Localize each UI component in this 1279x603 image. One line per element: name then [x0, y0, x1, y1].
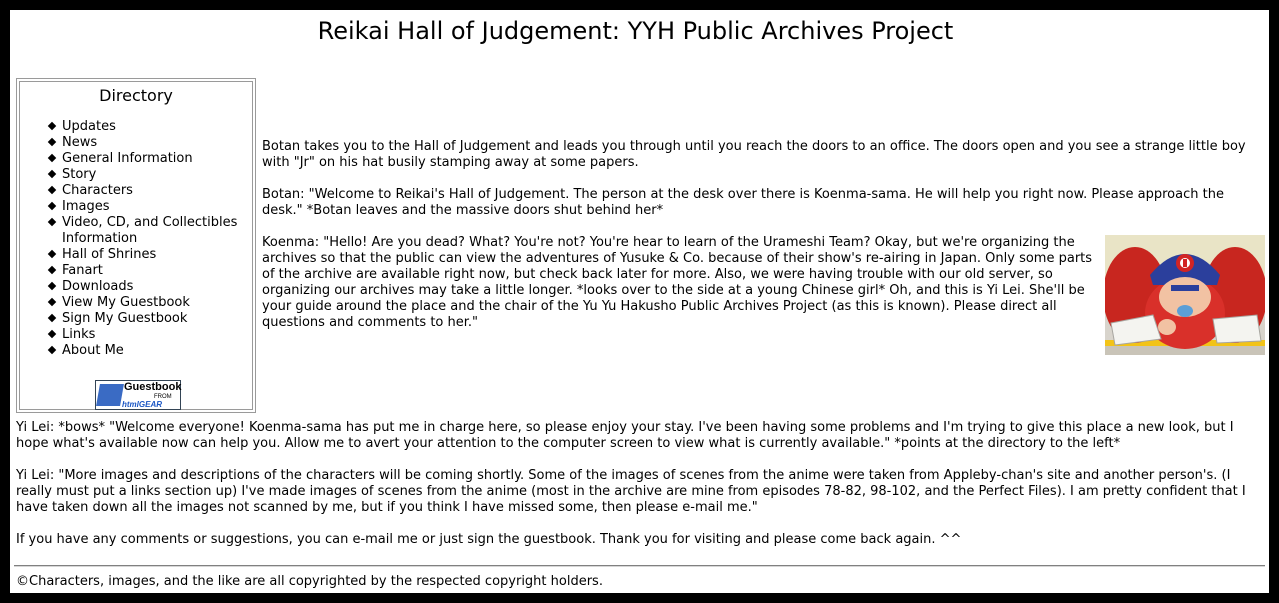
- images-link[interactable]: Images: [62, 199, 110, 214]
- story-paragraph-botan-intro: Botan takes you to the Hall of Judgement and leads you through until you reach the doors to an office. The doors open and you see a strange little boy with "Jr" on his hat busily stamping away at some papers.: [262, 139, 1246, 170]
- view-guestbook-link[interactable]: View My Guestbook: [62, 295, 190, 310]
- story-paragraph-yi-lei-images: Yi Lei: "More images and descriptions of the characters will be coming shortly. Some of the images of scenes from the anime were taken from Appleby-chan's site and another person's. (I really must put a links section up) I've made images of scenes from the anime (most in the archive are mine from episodes 78-82, 98-102, and the Perfect Files). I am pretty confident that I have taken down all the images not scanned by me, but if you think I have missed some, then please e-mail me.": [16, 468, 1246, 515]
- downloads-link[interactable]: Downloads: [62, 279, 134, 294]
- story-paragraph-koenma: Koenma: "Hello! Are you dead? What? You're not? You're hear to learn of the Urameshi Team? Okay, but we're organizing the archives so that the public can view the adventures of Yusuke & Co. because of their show's re-airing in Japan. Only some parts of the archive are available right now, but check back later for more. Also, we were having trouble with our old server, so organizing our archives may take a little longer. *looks over to the side at a young Chinese girl* Oh, and this is Yi Lei. She'll be your guide around the place and the chair of the Yu Yu Hakusho Public Archives Project (as this is known). Please direct all questions and comments to her.": [262, 235, 1093, 330]
- guestbook-badge-from: FROM: [154, 394, 172, 400]
- directory-item-story: [20, 167, 252, 183]
- story-paragraph-botan-welcome: Botan: "Welcome to Reikai's Hall of Judgement. The person at the desk over there is Koenma-sama. He will help you right now. Please approach the desk." *Botan leaves and the massive doors shut behind her*: [262, 187, 1224, 218]
- hall-of-shrines-link[interactable]: Hall of Shrines: [62, 247, 157, 262]
- guestbook-book-icon: [96, 384, 124, 406]
- news-link[interactable]: News: [62, 135, 98, 150]
- story-paragraph-yi-lei-welcome: Yi Lei: *bows* "Welcome everyone! Koenma-sama has put me in charge here, so please enjoy your stay. I've been having some problems and I'm trying to give this place a new look, but I hope what's available now can help you. Allow me to avert your attention to the computer screen to view what is currently available." *points at the directory to the left*: [16, 420, 1234, 451]
- directory-item-about-me: [20, 343, 252, 359]
- story-link[interactable]: Story: [62, 167, 97, 182]
- directory-item-characters: [20, 183, 252, 199]
- video-cd-collectibles-link[interactable]: Video, CD, and Collectibles Information: [62, 215, 238, 246]
- story-paragraph-contact: If you have any comments or suggestions, you can e-mail me or just sign the guestbook. Thank you for visiting and please come back again. ^^: [16, 532, 962, 547]
- directory-item-video-cd-collectibles: [20, 215, 252, 247]
- guestbook-badge[interactable]: [95, 380, 181, 410]
- sign-guestbook-link[interactable]: Sign My Guestbook: [62, 311, 188, 326]
- directory-item-view-guestbook: [20, 295, 252, 311]
- page-content: [10, 10, 1269, 593]
- directory-item-downloads: [20, 279, 252, 295]
- directory-item-fanart: [20, 263, 252, 279]
- footer-divider: [14, 565, 1265, 567]
- directory-item-general-information: [20, 151, 252, 167]
- directory-item-sign-guestbook: [20, 311, 252, 327]
- guestbook-badge-brand: htmlGEAR: [122, 400, 162, 409]
- copyright-notice: ©Characters, images, and the like are all copyrighted by the respected copyright holders.: [16, 574, 603, 589]
- koenma-image: [1105, 235, 1265, 355]
- fanart-link[interactable]: Fanart: [62, 263, 103, 278]
- directory-panel: [16, 78, 256, 413]
- directory-list: [20, 119, 252, 359]
- directory-item-images: [20, 199, 252, 215]
- about-me-link[interactable]: About Me: [62, 343, 124, 358]
- directory-item-hall-of-shrines: [20, 247, 252, 263]
- guestbook-badge-label: Guestbook: [124, 381, 182, 393]
- directory-panel-inner: [19, 81, 253, 410]
- general-information-link[interactable]: General Information: [62, 151, 193, 166]
- directory-item-news: [20, 135, 252, 151]
- directory-title: Directory: [99, 86, 173, 105]
- updates-link[interactable]: Updates: [62, 119, 116, 134]
- characters-link[interactable]: Characters: [62, 183, 133, 198]
- page-title: Reikai Hall of Judgement: YYH Public Archives Project: [317, 17, 954, 45]
- links-link[interactable]: Links: [62, 327, 96, 342]
- directory-item-updates: [20, 119, 252, 135]
- koenma-illustration: [1105, 235, 1265, 355]
- directory-item-links: [20, 327, 252, 343]
